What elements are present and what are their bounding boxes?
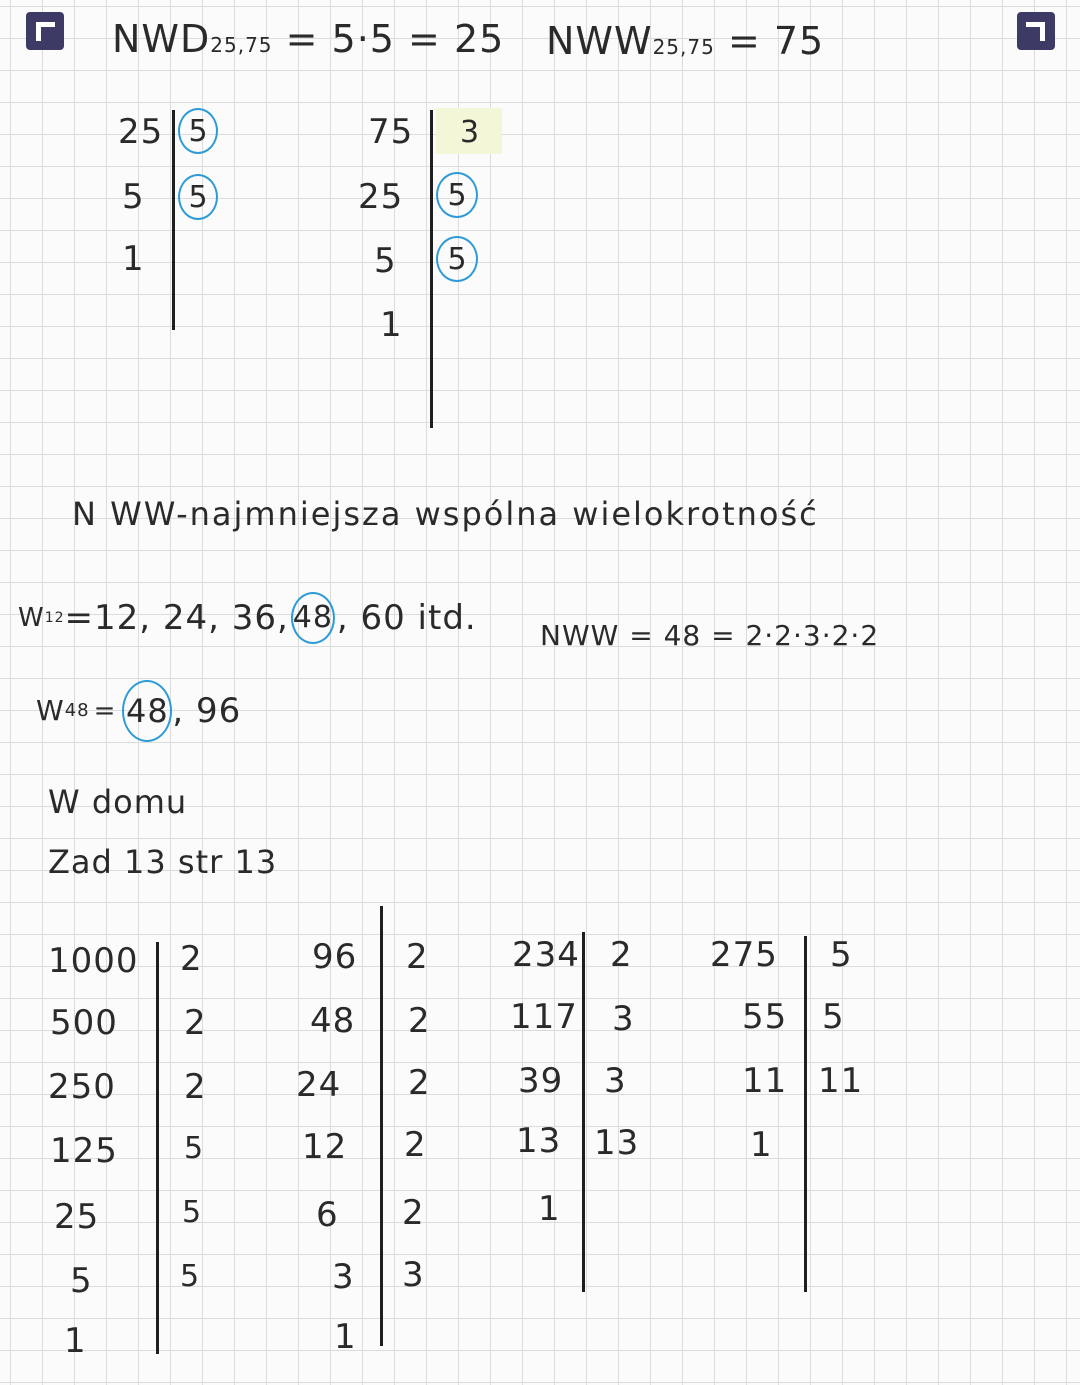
multiples-12-eq: =12, 24, 36,: [64, 598, 289, 638]
fact-1000-left-5: 5: [70, 1261, 93, 1301]
fact-25-right-1: 5: [178, 174, 218, 220]
fact-1000-right-0: 2: [180, 939, 203, 979]
fact-1000-left-1: 500: [50, 1003, 118, 1043]
fact-234-right-2: 3: [604, 1061, 627, 1101]
fact-234-left-0: 234: [512, 935, 580, 975]
nwd-heading: [112, 17, 505, 61]
nww-subscript: 25,75: [652, 35, 715, 59]
nww-label: NWW: [546, 19, 653, 63]
homework-title: W domu: [48, 783, 188, 821]
fact-275-left-0: 275: [710, 935, 778, 975]
fact-275-right-0: 5: [830, 935, 853, 975]
fact-96-left-3: 12: [302, 1127, 348, 1167]
fact-275-right-1: 5: [822, 997, 845, 1037]
fact-25-left-1: 5: [122, 177, 145, 217]
division-line: [172, 110, 175, 330]
fact-1000-left-4: 25: [54, 1197, 100, 1237]
division-line: [156, 942, 159, 1354]
fact-275-right-2: 11: [818, 1061, 864, 1101]
nwd-label: NWD: [112, 17, 211, 61]
division-line: [582, 932, 585, 1292]
nww-equation: = 75: [727, 19, 825, 63]
multiples-48-label: W: [36, 694, 65, 727]
division-line: [380, 906, 383, 1346]
multiples-48-line: [36, 680, 241, 742]
fact-1000-right-5: 5: [180, 1259, 201, 1294]
fact-96-right-5: 3: [402, 1255, 425, 1295]
nww-48-decomposition: NWW = 48 = 2·2·3·2·2: [540, 619, 880, 652]
multiples-12-rest: , 60 itd.: [336, 598, 477, 638]
multiples-48-circled: 48: [122, 680, 172, 742]
nwd-equation: = 5·5 = 25: [285, 17, 505, 61]
corner-mark-icon: [26, 12, 64, 50]
corner-mark-icon: [1017, 12, 1055, 50]
multiples-48-subscript: 48: [64, 700, 90, 721]
fact-96-left-6: 1: [334, 1317, 357, 1357]
fact-25-left-0: 25: [118, 112, 164, 152]
fact-96-left-0: 96: [312, 937, 358, 977]
fact-25-left-2: 1: [122, 239, 145, 279]
multiples-12-subscript: 12: [44, 610, 65, 626]
fact-234-right-1: 3: [612, 999, 635, 1039]
fact-234-left-2: 39: [518, 1061, 564, 1101]
fact-1000-right-2: 2: [184, 1067, 207, 1107]
fact-1000-left-6: 1: [64, 1321, 87, 1361]
division-line: [804, 936, 807, 1292]
nwd-subscript: 25,75: [210, 33, 273, 57]
fact-96-right-3: 2: [404, 1125, 427, 1165]
fact-1000-left-3: 125: [50, 1131, 118, 1171]
fact-96-right-2: 2: [408, 1063, 431, 1103]
multiples-12-line: [18, 592, 477, 644]
fact-96-left-1: 48: [310, 1001, 356, 1041]
homework-task: Zad 13 str 13: [48, 843, 278, 881]
fact-96-left-4: 6: [316, 1195, 339, 1235]
fact-75-left-2: 5: [374, 241, 397, 281]
fact-1000-right-3: 5: [184, 1131, 205, 1166]
fact-234-right-0: 2: [610, 935, 633, 975]
multiples-48-rest: , 96: [172, 691, 242, 731]
nww-definition: N WW-najmniejsza wspólna wielokrotność: [72, 495, 819, 533]
fact-75-left-1: 25: [358, 177, 404, 217]
fact-275-left-1: 55: [742, 997, 788, 1037]
fact-75-left-3: 1: [380, 305, 403, 345]
fact-234-left-3: 13: [516, 1121, 562, 1161]
fact-234-left-4: 1: [538, 1189, 561, 1229]
fact-75-right-2: 5: [436, 236, 478, 282]
multiples-48-eq: =: [93, 696, 117, 726]
fact-96-right-4: 2: [402, 1193, 425, 1233]
fact-75-left-0: 75: [368, 112, 414, 152]
fact-96-right-0: 2: [406, 937, 429, 977]
fact-275-left-2: 11: [742, 1061, 788, 1101]
multiples-12-circled: 48: [291, 592, 335, 644]
fact-234-right-3: 13: [594, 1123, 640, 1163]
fact-1000-right-1: 2: [184, 1003, 207, 1043]
fact-1000-right-4: 5: [182, 1195, 203, 1230]
fact-75-right-0: 3: [460, 115, 481, 150]
nww-heading: [546, 19, 825, 63]
fact-96-right-1: 2: [408, 1001, 431, 1041]
fact-96-left-5: 3: [332, 1257, 355, 1297]
fact-234-left-1: 117: [510, 997, 578, 1037]
division-line: [430, 110, 433, 428]
fact-1000-left-2: 250: [48, 1067, 116, 1107]
fact-75-right-1: 5: [436, 172, 478, 218]
fact-1000-left-0: 1000: [48, 941, 139, 981]
fact-275-left-3: 1: [750, 1125, 773, 1165]
multiples-12-label: W: [18, 603, 45, 633]
fact-25-right-0: 5: [178, 108, 218, 154]
fact-96-left-2: 24: [296, 1065, 342, 1105]
